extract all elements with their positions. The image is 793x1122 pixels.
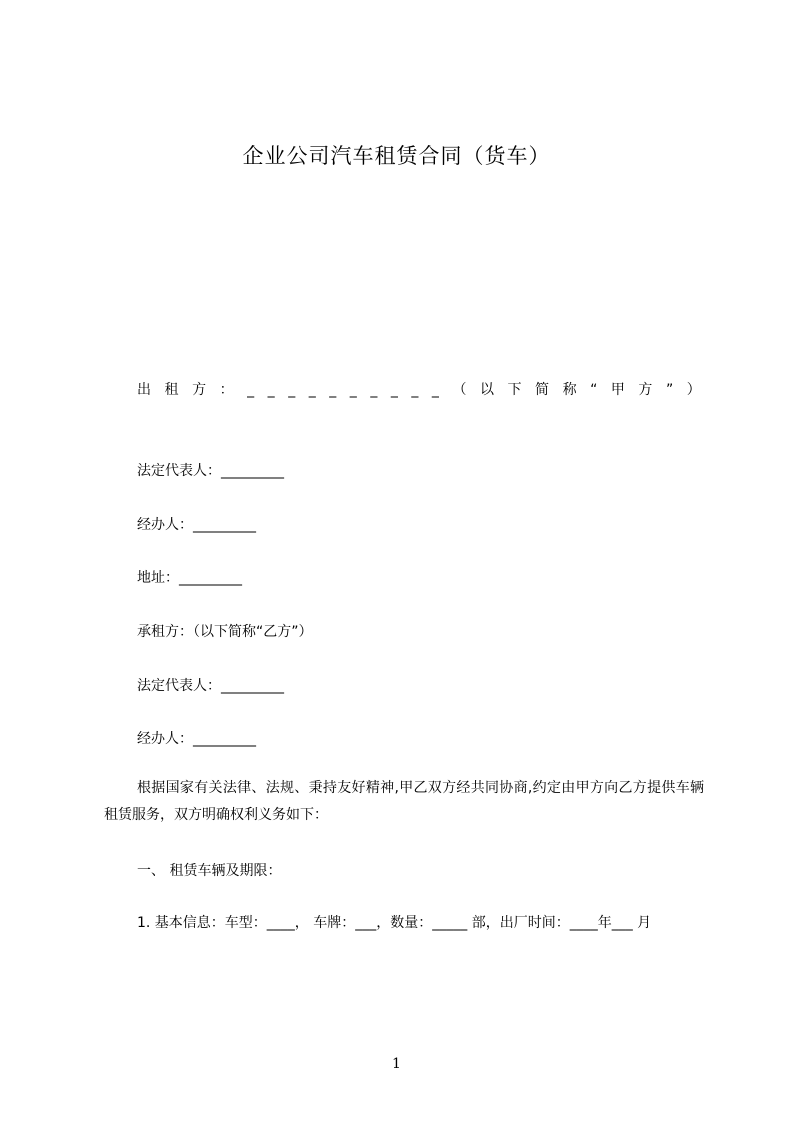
lessor-line-char: _ bbox=[329, 382, 337, 398]
document-title: 企业公司汽车租赁合同（货车） bbox=[242, 144, 551, 168]
lessor-line-char: （ bbox=[452, 382, 467, 398]
lessor-line-char: 简 bbox=[535, 382, 550, 398]
section-1-heading: 一、 租赁车辆及期限： bbox=[137, 863, 282, 879]
lessor-line-char: _ bbox=[288, 382, 296, 398]
lessor-line-char: _ bbox=[390, 382, 398, 398]
lessor-line bbox=[137, 380, 701, 400]
lessor-line-char: ” bbox=[665, 382, 674, 398]
lessor-line-char: 以 bbox=[479, 382, 494, 398]
lessor-line-char: 出 bbox=[137, 382, 151, 398]
page-number: 1 bbox=[392, 1056, 401, 1072]
lessor-line-char: ） bbox=[686, 382, 701, 398]
party-a-legal-rep: 法定代表人：_________ bbox=[137, 463, 284, 479]
lessor-line-char: ： bbox=[219, 382, 234, 398]
lessor-line-char: 租 bbox=[164, 382, 179, 398]
lessor-line-char: 甲 bbox=[610, 382, 625, 398]
lessor-line-char: 方 bbox=[638, 382, 653, 398]
clause-1-1: 1. 基本信息：车型：____， 车牌：___，数量：_____ 部，出厂时间：____年___ 月 bbox=[137, 915, 652, 931]
party-a-agent: 经办人：_________ bbox=[137, 517, 256, 533]
lessor-line-char: “ bbox=[590, 382, 598, 398]
lessor-line-char: _ bbox=[247, 382, 255, 398]
lessor-line-char: _ bbox=[431, 382, 439, 398]
party-a-address: 地址：_________ bbox=[137, 570, 242, 586]
lessor-line-char: _ bbox=[370, 382, 378, 398]
preamble-paragraph: 根据国家有关法律、法规、秉持友好精神,甲乙双方经共同协商,约定由甲方向乙方提供车辆租赁服务，双方明确权利义务如下： bbox=[104, 780, 704, 823]
party-b-lessee: 承租方：（以下简称“乙方”） bbox=[137, 624, 313, 640]
lessor-line-char: _ bbox=[267, 382, 275, 398]
party-b-legal-rep: 法定代表人：_________ bbox=[137, 678, 284, 694]
party-b-agent: 经办人：_________ bbox=[137, 731, 256, 747]
lessor-line-char: _ bbox=[411, 382, 419, 398]
lessor-line-char: 方 bbox=[192, 382, 207, 398]
lessor-line-char: 称 bbox=[562, 382, 577, 398]
lessor-line-char: 下 bbox=[507, 382, 522, 398]
lessor-line-char: _ bbox=[308, 382, 316, 398]
lessor-line-char: _ bbox=[349, 382, 357, 398]
